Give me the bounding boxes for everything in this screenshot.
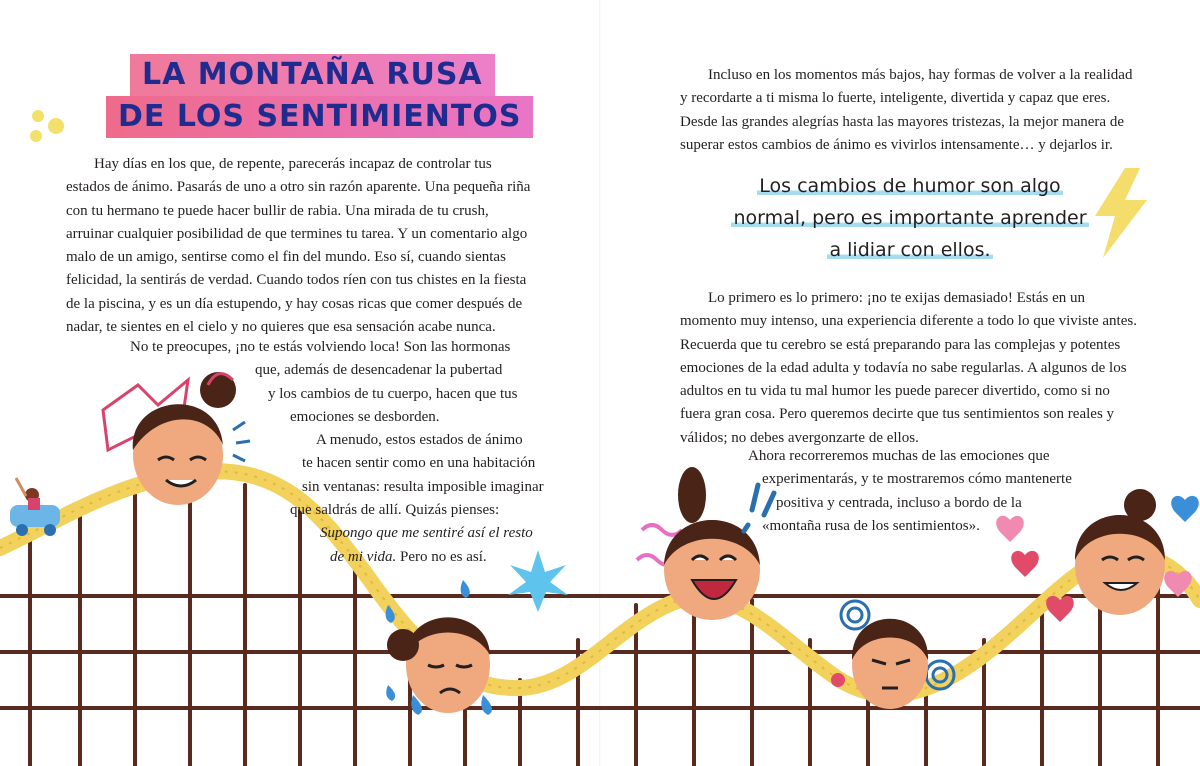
text-line: que saldrás de allí. Quizás pienses: [290,502,500,519]
text-line: «montaña rusa de los sentimientos». [762,517,980,534]
text-line: No te preocupes, ¡no te estás volviendo loca! Son las hormonas [130,339,511,355]
left-paragraph-1: Hay días en los que, de repente, parecerás incapaz de controlar tus estados de ánimo. Pasarás de uno a otro sin razón aparente. Una pequeña riña con tu hermano te puede hacer bullir de rabia. Una mirada de tu crush, arruinar cualquier posibilidad de que termines tu tarea. Y un comentario algo malo de un amigo, sentirse como el fin del mundo. Eso sí, cuando sientas felicidad, la sentirás de verdad. Cuando todos ríen con tus chistes en la fiesta de la piscina, y es un día estupendo, y hay cosas ricas que comer después de nadar, te sientes en el cielo y no quieres que esa sensación acabe nunca. [66,156,531,336]
right-paragraph-1: Incluso en los momentos más bajos, hay formas de volver a la realidad y recordarte a ti misma lo fuerte, inteligente, divertida y capaz que eres. Desde las grandes alegrías hasta las mayores tristezas, la mejor manera de superar estos cambios de ánimo es vivirlos intensamente… y dejarlos ir. [680,67,1133,153]
left-paragraph-2 [0,336,560,569]
text-line: de mi vida. Pero no es así. [330,548,487,565]
text-line: positiva y centrada, incluso a bordo de la [776,494,1022,511]
text-line: y los cambios de tu cuerpo, hacen que tus [268,385,518,402]
pull-quote-line: a lidiar con ellos. [829,239,991,261]
page-title [106,54,533,138]
text-line: experimentarás, y te mostraremos cómo mantenerte [762,471,1072,488]
text-line: Ahora recorreremos muchas de las emociones que [748,448,1050,464]
italic-quote: Supongo que me sentiré así el resto [320,525,533,542]
title-line-1: LA MONTAÑA RUSA [130,54,495,96]
italic-quote: de mi vida. [330,548,397,565]
pull-quote [725,170,1095,266]
right-paragraph-3 [680,445,1140,538]
title-line-2: DE LOS SENTIMIENTOS [106,96,533,138]
right-paragraph-2: Lo primero es lo primero: ¡no te exijas demasiado! Estás en un momento muy intenso, una experiencia diferente a todo lo que viviste antes. Recuerda que tu cerebro se está preparando para las complejas y potentes emociones de la edad adulta y todavía no sabe regularlas. A algunos de los adultos en tu vida tu mal humor les puede parecer divertido, como si no fuera gran cosa. Pero queremos decirte que tus sentimientos son reales y válidos; no debes avergonzarte de ellos. [680,290,1137,446]
girl-face-sad [386,580,492,715]
text-line: que, además de desencadenar la pubertad [255,362,503,379]
text-line: sin ventanas: resulta imposible imaginar [302,478,544,495]
text-line: A menudo, estos estados de ánimo [316,432,523,449]
text-line: emociones se desborden. [290,408,440,425]
text-line: te hacen sentir como en una habitación [302,455,536,472]
lightning-bolt-icon [1085,168,1155,258]
text-line [0,522,560,545]
pull-quote-line: Los cambios de humor son algo [759,175,1061,197]
pull-quote-line: normal, pero es importante aprender [733,207,1087,229]
